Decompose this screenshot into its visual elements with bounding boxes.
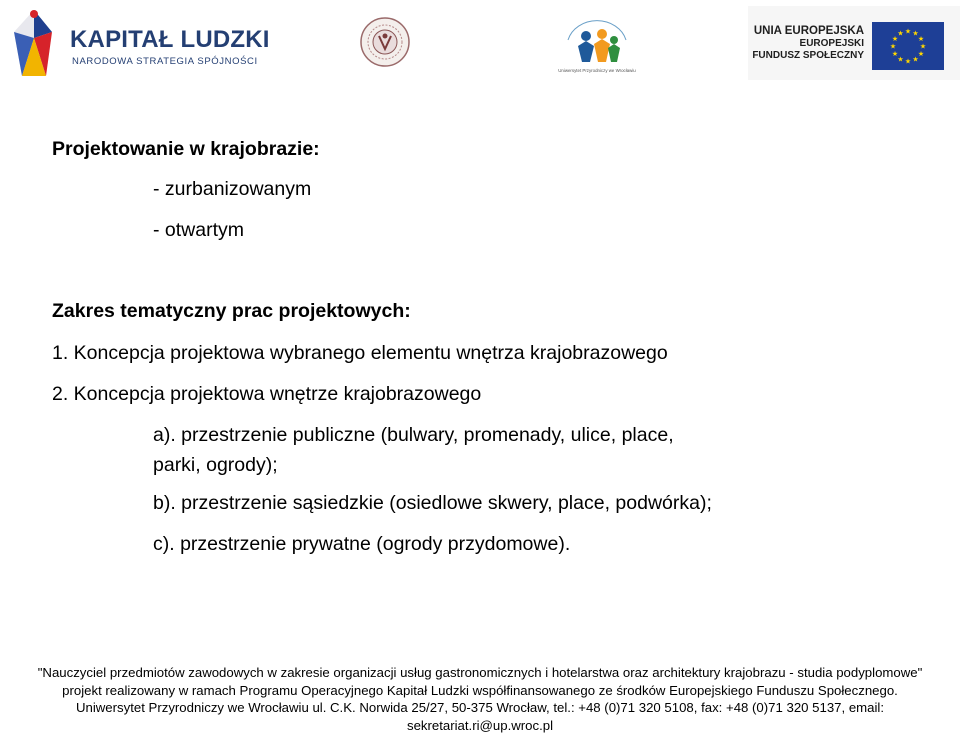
eu-star-icon: ★	[891, 51, 899, 58]
footer-line: projekt realizowany w ramach Programu Operacyjnego Kapitał Ludzki współfinansowanego ze środków Europejskiego Funduszu Społecznego.	[62, 682, 898, 698]
footer	[0, 664, 960, 734]
eu-star-icon: ★	[919, 43, 927, 51]
sub-item-a-continuation: parki, ogrody);	[153, 454, 278, 476]
eu-star-icon: ★	[912, 56, 919, 64]
list-item: - otwartym	[153, 219, 245, 241]
kapital-ludzki-subtitle: NARODOWA STRATEGIA SPÓJNOŚCI	[72, 56, 258, 67]
eu-star-icon: ★	[889, 43, 897, 51]
eu-star-icon: ★	[897, 30, 904, 38]
eu-star-icon: ★	[912, 30, 919, 38]
sub-item-c: c). przestrzenie prywatne (ogrody przydomowe).	[153, 533, 571, 555]
eu-star-icon: ★	[917, 51, 925, 58]
eu-star-icon: ★	[917, 36, 925, 43]
eu-star-icon: ★	[904, 28, 912, 36]
numbered-item: 2. Koncepcja projektowa wnętrze krajobrazowego	[52, 383, 482, 405]
eu-star-icon: ★	[897, 56, 904, 64]
kapital-ludzki-star-icon	[6, 4, 62, 80]
people-figures-icon	[554, 10, 640, 68]
eu-flag-icon	[872, 22, 944, 70]
kapital-ludzki-logo	[6, 4, 270, 80]
university-seal-logo	[358, 16, 412, 68]
sub-item-a: a). przestrzenie publiczne (bulwary, promenady, ulice, place,	[153, 424, 674, 446]
list-item: - zurbanizowanym	[153, 178, 312, 200]
eu-logo	[748, 6, 960, 80]
eu-line1: UNIA EUROPEJSKA	[753, 25, 864, 37]
eu-line3: FUNDUSZ SPOŁECZNY	[752, 50, 864, 61]
heading-zakres: Zakres tematyczny prac projektowych:	[52, 300, 411, 322]
heading-projektowanie: Projektowanie w krajobrazie:	[52, 138, 320, 160]
footer-line: Uniwersytet Przyrodniczy we Wrocławiu ul. C.K. Norwida 25/27, 50-375 Wrocław, tel.: +48 (0)71 320 5108, fax: +48 (0)71 320 5137, email:	[75, 700, 885, 715]
footer-email: sekretariat.ri@up.wroc.pl	[406, 717, 554, 733]
eu-star-icon: ★	[891, 36, 899, 43]
eu-line2: EUROPEJSKI	[799, 38, 864, 49]
university-seal-icon	[358, 16, 412, 68]
nauczyciel-web-logo	[554, 10, 640, 74]
web-logo-caption: Uniwersytet Przyrodniczy we Wrocławiu	[558, 68, 636, 73]
numbered-item: 1. Koncepcja projektowa wybranego elementu wnętrza krajobrazowego	[52, 342, 668, 364]
sub-item-b: b). przestrzenie sąsiedzkie (osiedlowe skwery, place, podwórka);	[153, 492, 712, 514]
kapital-ludzki-title: KAPITAŁ LUDZKI	[70, 26, 270, 53]
eu-star-icon: ★	[904, 58, 912, 66]
footer-line: "Nauczyciel przedmiotów zawodowych w zakresie organizacji usług gastronomicznych i hotelarstwa oraz architektury krajobrazu - studia podyplomowe"	[37, 665, 923, 680]
